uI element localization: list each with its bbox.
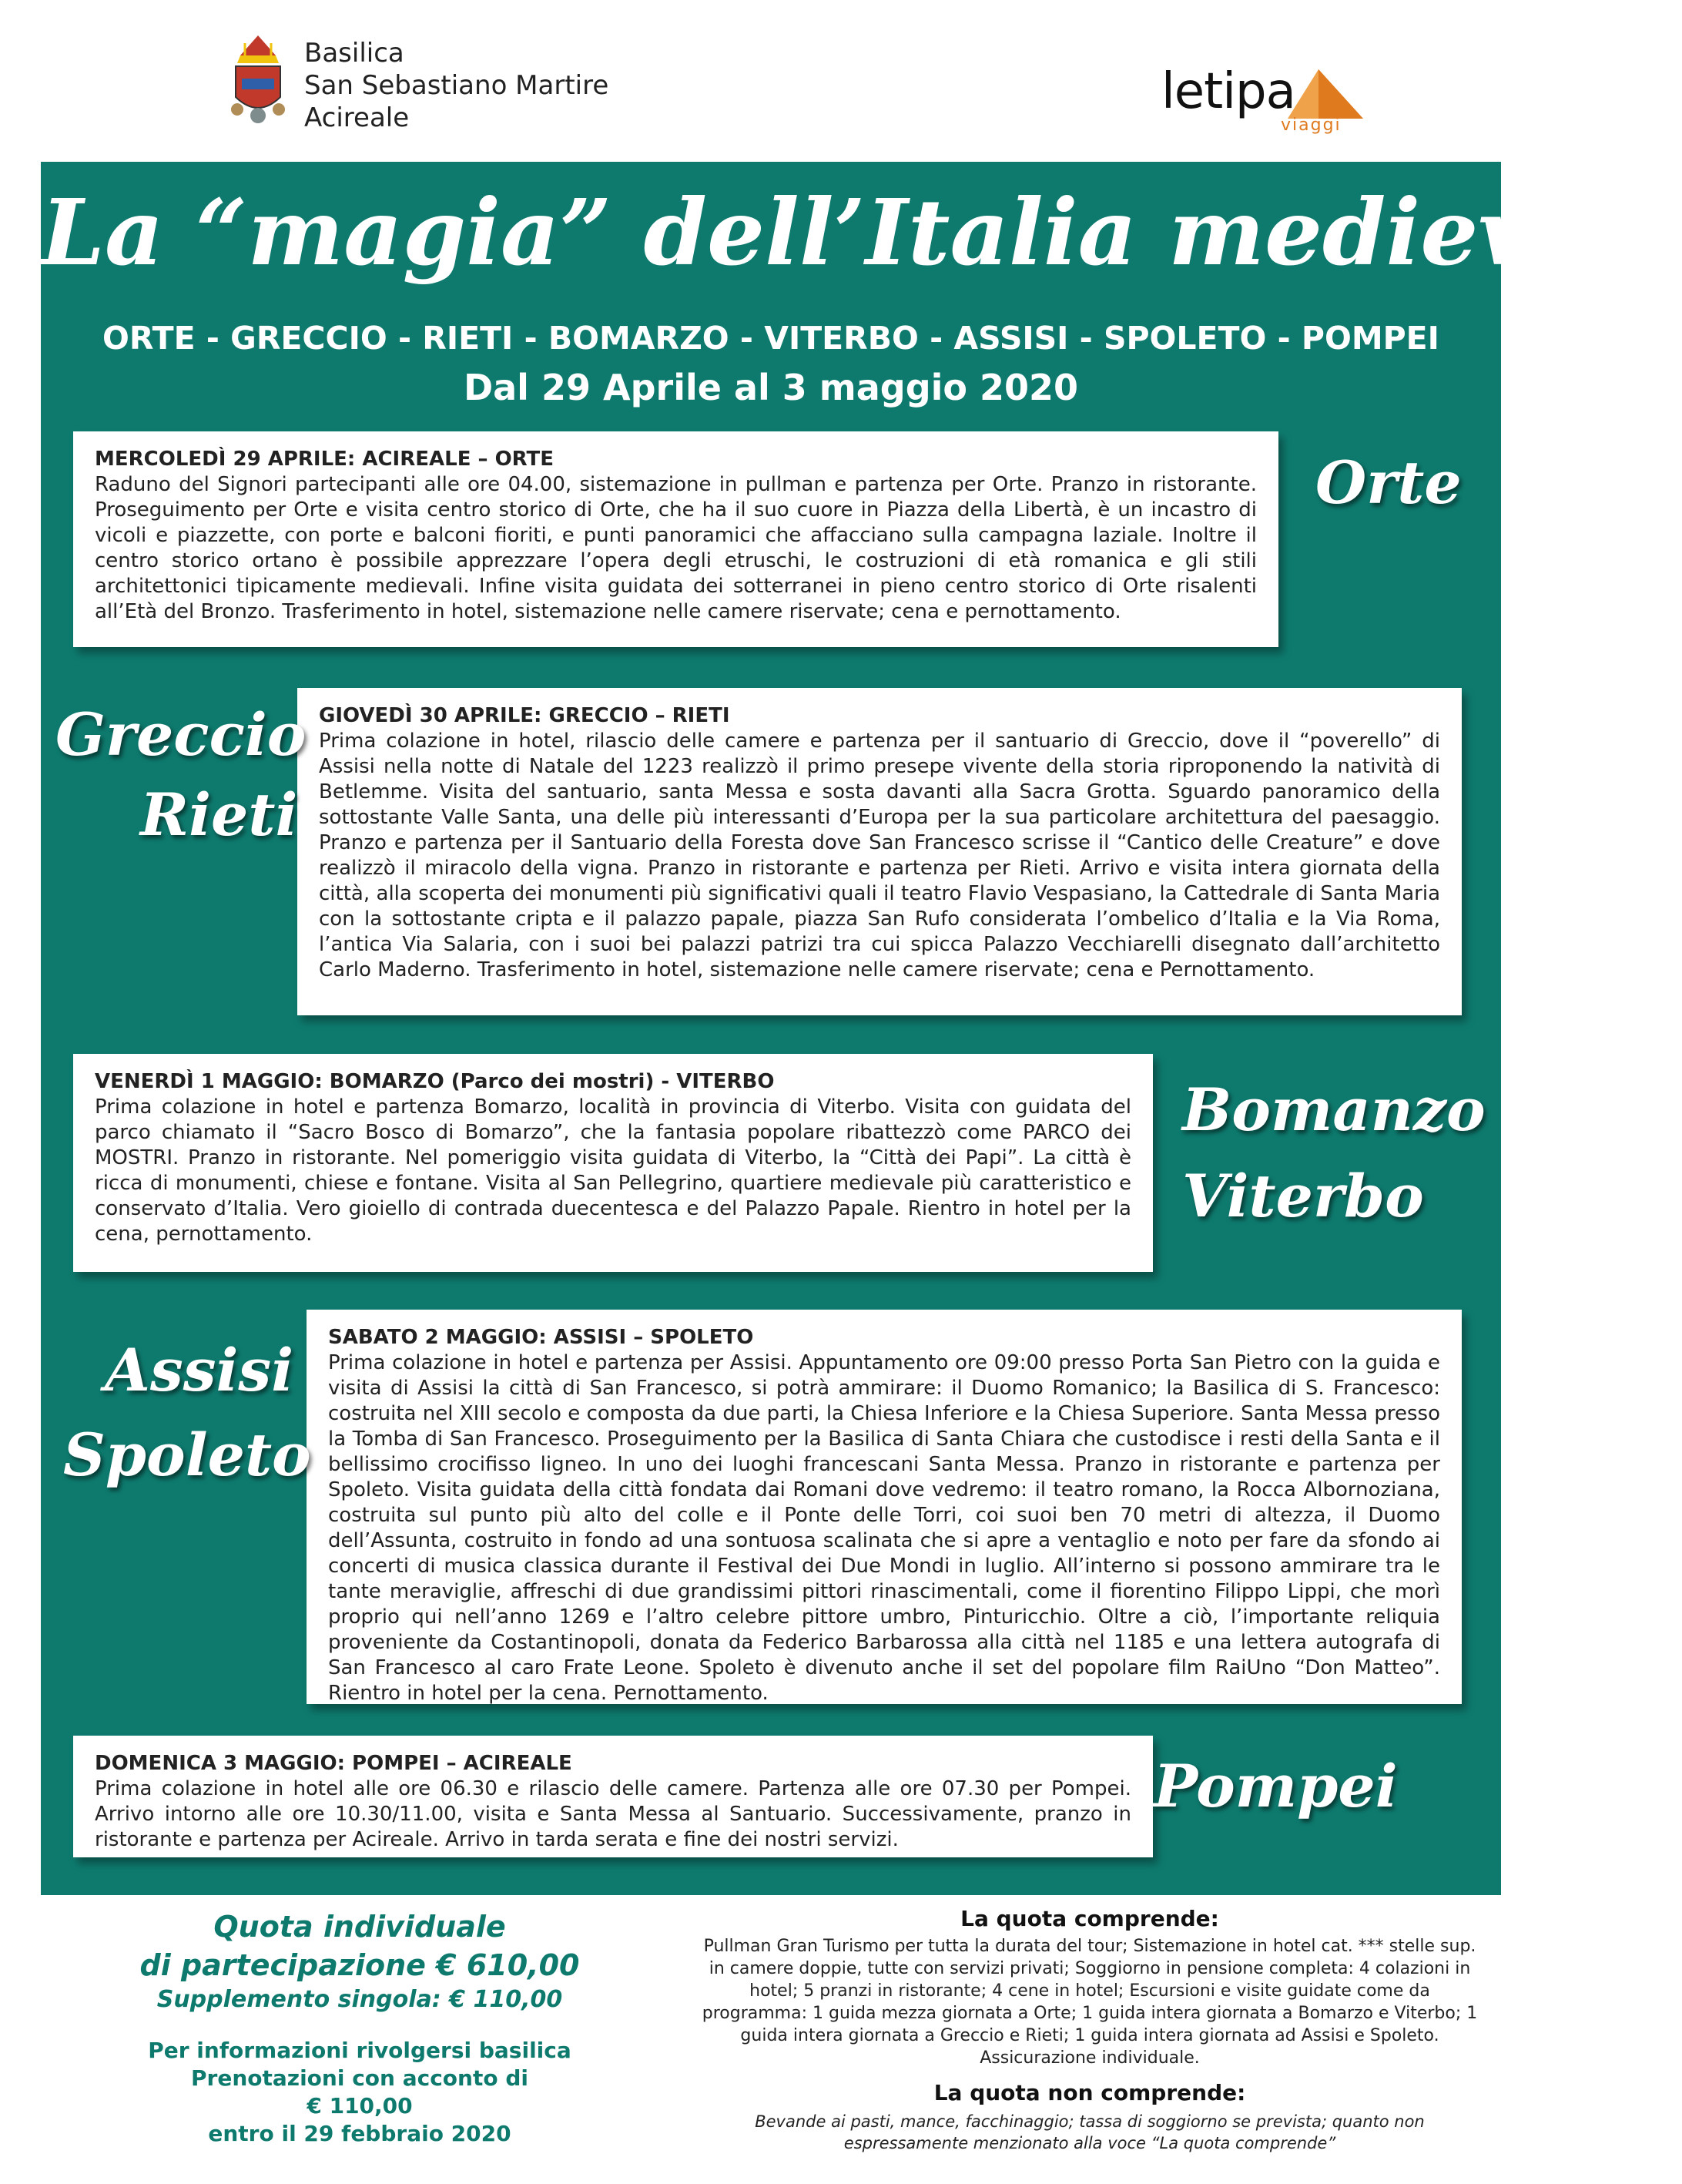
day-3-text: Prima colazione in hotel e partenza Bomarzo, località in provincia di Viterbo. Visita con guidata del parco chiamato il “Sacro Bosco di Bomarzo”, che la fantasia popolare ribattezzò come PARCO dei MOSTRI. Pranzo in ristorante. Nel pomeriggio visita guidata di Viterbo, la “Città dei Papi”. La città è ricca di monumenti, chiese e fontane. Visita al San Pellegrino, quartiere medievale più caratteristico e conservato d’Italia. Vero gioiello di contrada duecentesca e del Palazzo Papale. Rientro in hotel per la cena, pernottamento.: [95, 1095, 1131, 1246]
day-5-label-line-1: Pompei: [1154, 1752, 1398, 1820]
includes-text: Pullman Gran Turismo per tutta la durata del tour; Sistemazione in hotel cat. *** stelle sup. in camere doppie, tutte con servizi privati; Soggiorno in pensione completa: 4 colazioni in hotel; 5 pranzi in ristorante; 4 cene in hotel; Escursioni e visite guidate come da programma: 1 guida mezza giornata a Orte; 1 guida intera giornata a Bomarzo e Viterbo; 1 guida intera giornata a Greccio e Rieti; 1 guida intera giornata ad Assisi e Spoleto. Assicurazione individuale.: [702, 1937, 1478, 2068]
excludes-title: La quota non comprende:: [933, 2080, 1246, 2105]
price-line-1: Quota individuale: [213, 1910, 506, 1944]
page-title: La “magia” dell’Italia medievale: [41, 179, 1682, 286]
price-title: [41, 1907, 678, 1984]
day-4-box: [307, 1310, 1462, 1704]
day-4-label-line-2: Spoleto: [63, 1421, 311, 1489]
day-1-label: [1315, 447, 1462, 519]
day-5-text: Prima colazione in hotel alle ore 06.30 e rilascio delle camere. Partenza alle ore 07.30 per Pompei. Arrivo intorno alle ore 10.30/11.00, visita e Santa Messa al Santuario. Successivamente, pranzo in ristorante e partenza per Acireale. Arrivo in tarda serata e fine dei nostri servizi.: [95, 1777, 1131, 1851]
day-3-label-line-1: Bomanzo: [1182, 1075, 1486, 1144]
booking-info-line-4: entro il 29 febbraio 2020: [208, 2121, 511, 2146]
day-5-box: [73, 1736, 1153, 1857]
logo-subtitle: viaggi: [1281, 116, 1342, 135]
day-2-text: Prima colazione in hotel, rilascio delle camere e partenza per il santuario di Greccio, dove il “poverello” di Assisi nella notte di Natale del 1223 realizzò il primo presepe vivente della storia riproponendo la natività di Betlemme. Visita del santuario, santa Messa e sosta davanti alla Sacra Grotta. Sguardo panoramico della sottostante Valle Santa, una delle più interessanti d’Europa per la sua particolare architettura del paesaggio. Pranzo e partenza per il Santuario della Foresta dove San Francesco scrisse il “Cantico delle Creature” e dove realizzò il miracolo della vigna. Pranzo in ristorante e partenza per Rieti. Arrivo e visita intera giornata della città, alla scoperta dei monumenti più significativi quali il teatro Flavio Vespasiano, la Cattedrale di Santa Maria con la sottostante cripta e il palazzo papale, piazza San Rufo considerata l’ombelico d’Italia e la Via Roma, l’antica Via Salaria, con i suoi bei palazzi patrizi tra cui spicca Palazzo Vecchiarelli disegnato dall’architetto Carlo Maderno. Trasferimento in hotel, sistemazione nelle camere riservate; cena e Pernottamento.: [319, 730, 1440, 981]
day-2-label: [55, 695, 306, 855]
letipa-logo: letipa: [1161, 63, 1295, 120]
day-4-label-line-1: Assisi: [105, 1336, 294, 1404]
basilica-line-3: Acireale: [304, 102, 410, 133]
booking-info-line-1: Per informazioni rivolgersi basilica: [148, 2038, 571, 2063]
booking-info-line-3: € 110,00: [307, 2093, 413, 2119]
day-1-box: [73, 431, 1278, 647]
day-3-label-line-2: Viterbo: [1182, 1162, 1424, 1230]
basilica-crest-icon: [222, 32, 294, 131]
day-4-text: Prima colazione in hotel e partenza per Assisi. Appuntamento ore 09:00 presso Porta San Pietro con la guida e visita di Assisi la città di San Francesco, si potrà ammirare: il Duomo Romanico; la Basilica di S. Francesco: costruita nel XIII secolo e composta da due parti, la Chiesa Inferiore e la Chiesa Superiore. Santa Messa presso la Tomba di San Francesco. Proseguimento per la Basilica di Santa Chiara che custodisce i resti della Santa e il bellissimo crocifisso ligneo. In uno dei luoghi francescani Santa Messa. Pranzo in ristorante e partenza per Spoleto. Visita guidata della città fondata dai Romani dove vedremo: il teatro romano, la Rocca Albornoziana, costruita sul punto più alto del colle e il Ponte delle Torri, coi suoi ben 70 metri di altezza, il Duomo dell’Assunta, costruito in fondo ad una sontuosa scalinata che si apre a ventaglio e noto per fare da sfondo ai concerti di musica classica durante il Festival dei Due Mondi in luglio. All’interno si possono ammirare tra le tante meraviglie, affreschi di due grandissimi pittori rinascimentali, come il fiorentino Filippo Lippi, che morì proprio qui nell’anno 1269 e l’altro celebre pittore umbro, Pinturicchio. Oltre a ciò, l’importante reliquia proveniente da Costantinopoli, donata da Federico Barbarossa alla città nel 1185 e una lettera autografa di San Francesco al caro Frate Leone. Spoleto è divenuto anche il set del popolare film RaiUno “Don Matteo”. Rientro in hotel per la cena. Pernottamento.: [328, 1351, 1440, 1705]
logo-triangle-icon: [1288, 69, 1363, 122]
day-4-label: [63, 1328, 311, 1498]
price-line-2: di partecipazione € 610,00: [139, 1948, 580, 1982]
includes-title: La quota comprende:: [960, 1906, 1219, 1931]
day-1-text: Raduno del Signori partecipanti alle ore 04.00, sistemazione in pullman e partenza per Orte. Pranzo in ristorante. Proseguimento per Orte e visita centro storico di Orte, che ha il suo cuore in Piazza della Libertà, è un incastro di vicoli e piazzette, con porte e balconi fioriti, e punti panoramici che affacciano sulla campagna laziale. Inoltre il centro storico ortano è possibile apprezzare l’opera degli etruschi, le costruzioni di età romanica e gli stili architettonici tipicamente medievali. Infine visita guidata dei sotterranei in pieno centro storico di Orte risalenti all’Età del Bronzo. Trasferimento in hotel, sistemazione nelle camere riservate; cena e pernottamento.: [95, 473, 1257, 623]
basilica-name: [304, 37, 608, 134]
day-1-heading: MERCOLEDÌ 29 APRILE: ACIREALE – ORTE: [95, 448, 555, 471]
day-2-box: [297, 688, 1462, 1015]
day-5-label: [1154, 1750, 1398, 1823]
basilica-line-1: Basilica: [304, 38, 404, 69]
day-2-heading: GIOVEDÌ 30 APRILE: GRECCIO – RIETI: [319, 704, 730, 727]
dates-line: Dal 29 Aprile al 3 maggio 2020: [463, 367, 1079, 408]
single-supplement: Supplemento singola: € 110,00: [156, 1986, 563, 2013]
day-4-heading: SABATO 2 MAGGIO: ASSISI – SPOLETO: [328, 1326, 754, 1349]
day-3-box: [73, 1054, 1153, 1272]
cities-line: ORTE - GRECCIO - RIETI - BOMARZO - VITERBO - ASSISI - SPOLETO - POMPEI: [102, 320, 1439, 357]
booking-info-line-2: Prenotazioni con acconto di: [191, 2065, 528, 2091]
booking-info: [41, 2037, 678, 2148]
day-1-label-line-1: Orte: [1315, 448, 1462, 517]
excludes-text: Bevande ai pasti, mance, facchinaggio; tassa di soggiorno se prevista; quanto non espressamente menzionato alla voce “La quota comprende”: [755, 2112, 1425, 2152]
day-3-heading: VENERDÌ 1 MAGGIO: BOMARZO (Parco dei mostri) - VITERBO: [95, 1070, 775, 1093]
day-2-label-line-1: Greccio: [55, 700, 307, 769]
basilica-line-2: San Sebastiano Martire: [304, 70, 609, 101]
day-5-heading: DOMENICA 3 MAGGIO: POMPEI – ACIREALE: [95, 1752, 572, 1775]
day-2-label-line-2: Rieti: [140, 780, 298, 849]
day-3-label: [1182, 1067, 1486, 1240]
